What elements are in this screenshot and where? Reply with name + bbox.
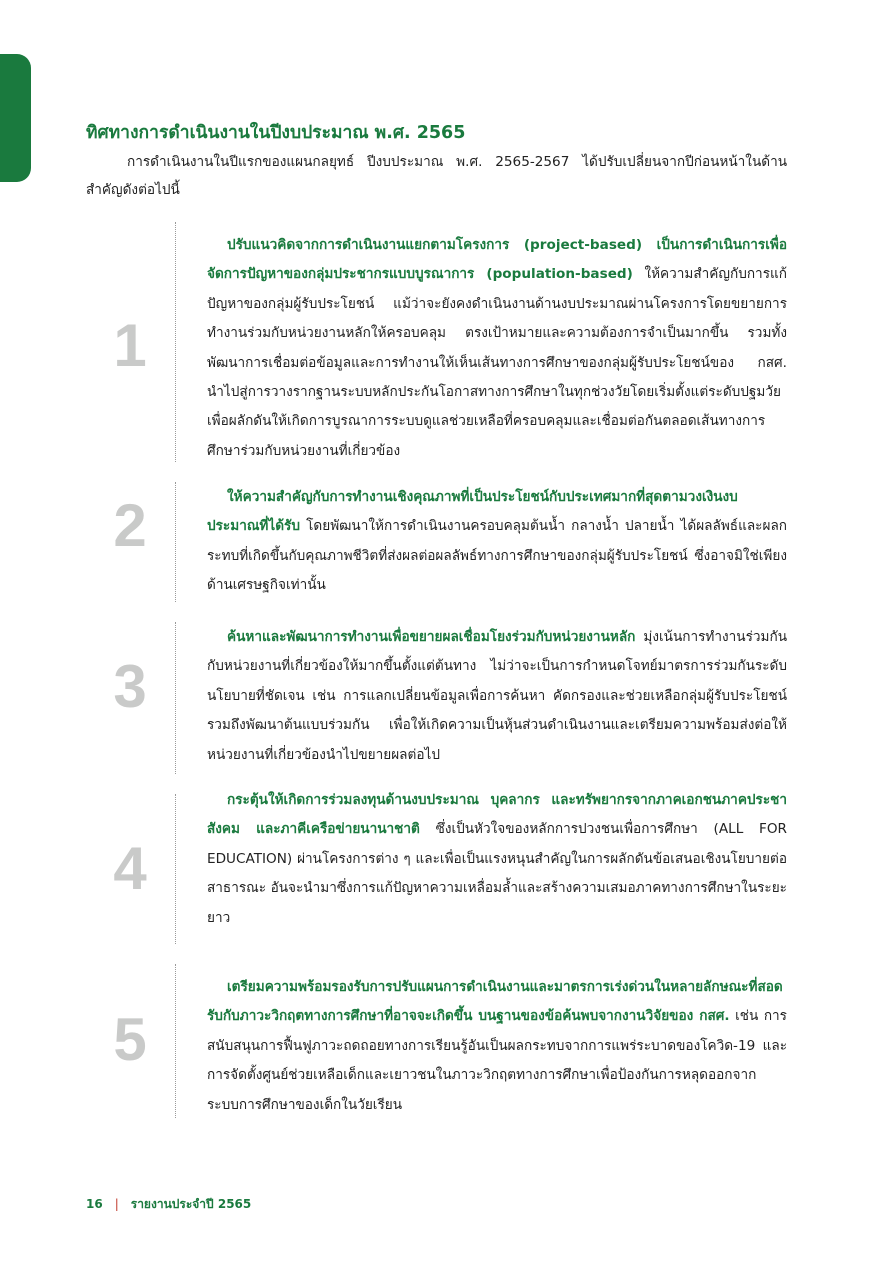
report-title: รายงานประจำปี 2565 xyxy=(130,1197,252,1211)
item-number: 4 xyxy=(113,835,147,902)
item-text xyxy=(207,623,787,770)
item-highlight: ค้นหาและพัฒนาการทำงานเพื่อขยายผลเชื่อมโยงร่วมกับหน่วยงานหลัก xyxy=(227,629,636,645)
item-body: ซึ่งเป็นหัวใจของหลักการปวงชนเพื่อการศึกษา (ALL FOR EDUCATION) ผ่านโครงการต่าง ๆ และเพื่อเป็นแรงหนุนสำคัญในการผลักดันข้อเสนอเชิงนโยบายต่อสาธารณะ อันจะนำมาซึ่งการแก้ปัญหาความเหลื่อมล้ำและสร้างความเสมอภาคทางการศึกษาในระยะยาว xyxy=(207,821,787,926)
list-item-1 xyxy=(110,222,790,462)
item-text xyxy=(207,483,787,601)
list-item-4 xyxy=(110,794,790,944)
item-body: มุ่งเน้นการทำงานร่วมกันกับหน่วยงานที่เกี่ยวข้องให้มากขึ้นตั้งแต่ต้นทาง ไม่ว่าจะเป็นการกำหนดโจทย์มาตรการร่วมกันระดับนโยบายที่ชัดเจน เช่น การแลกเปลี่ยนข้อมูลเพื่อการค้นหา คัดกรองและช่วยเหลือกลุ่มผู้รับประโยชน์ รวมถึงพัฒนาต้นแบบร่วมกัน เพื่อให้เกิดความเป็นหุ้นส่วนดำเนินงานและเตรียมความพร้อมส่งต่อให้หน่วยงานที่เกี่ยวข้องนำไปขยายผลต่อไป xyxy=(207,629,787,763)
dotted-divider xyxy=(175,964,176,1118)
item-number: 3 xyxy=(113,653,147,720)
section-intro: การดำเนินงานในปีแรกของแผนกลยุทธ์ ปีงบประมาณ พ.ศ. 2565-2567 ได้ปรับเปลี่ยนจากปีก่อนหน้าในด้านสำคัญดังต่อไปนี้ xyxy=(86,154,787,198)
dotted-divider xyxy=(175,794,176,944)
item-text xyxy=(207,973,787,1120)
item-text xyxy=(207,231,787,466)
list-item-2 xyxy=(110,482,790,602)
dotted-divider xyxy=(175,482,176,602)
item-highlight: ปรับแนวคิดจากการดำเนินงานแยกตามโครงการ (project-based) เป็นการดำเนินการเพื่อจัดการปัญหาของกลุ่มประชากรแบบบูรณาการ (population-based) xyxy=(207,237,787,283)
item-body: โดยพัฒนาให้การดำเนินงานครอบคลุมต้นน้ำ กลางน้ำ ปลายน้ำ ได้ผลลัพธ์และผลกระทบที่เกิดขึ้นกับคุณภาพชีวิตที่ส่งผลต่อผลลัพธ์ทางการศึกษาของกลุ่มผู้รับประโยชน์ ซึ่งอาจมิใช่เพียงด้านเศรษฐกิจเท่านั้น xyxy=(207,518,787,594)
item-number: 5 xyxy=(113,1006,147,1073)
dotted-divider xyxy=(175,622,176,774)
list-item-3 xyxy=(110,622,790,774)
item-highlight: เตรียมความพร้อมรองรับการปรับแผนการดำเนินงานและมาตรการเร่งด่วนในหลายลักษณะที่สอดรับกับภาวะวิกฤตทางการศึกษาที่อาจจะเกิดขึ้น บนฐานของข้อค้นพบจากงานวิจัยของ กสศ. xyxy=(207,979,783,1025)
item-highlight: กระตุ้นให้เกิดการร่วมลงทุนด้านงบประมาณ บุคลากร และทรัพยากรจากภาคเอกชนภาคประชาสังคม และภาคีเครือข่ายนานาชาติ xyxy=(207,792,787,838)
section-title: ทิศทางการดำเนินงานในปีงบประมาณ พ.ศ. 2565 xyxy=(86,123,466,143)
item-number: 1 xyxy=(113,312,147,379)
item-body: เช่น การสนับสนุนการฟื้นฟูภาวะถดถอยทางการเรียนรู้อันเป็นผลกระทบจากการแพร่ระบาดของโควิด-19 และการจัดตั้งศูนย์ช่วยเหลือเด็กและเยาวชนในภาวะวิกฤตทางการศึกษาเพื่อป้องกันการหลุดออกจากระบบการศึกษาของเด็กในวัยเรียน xyxy=(207,1008,787,1113)
footer-separator: | xyxy=(114,1197,119,1211)
dotted-divider xyxy=(175,222,176,462)
list-item-5 xyxy=(110,964,790,1118)
item-highlight: ให้ความสำคัญกับการทำงานเชิงคุณภาพที่เป็นประโยชน์กับประเทศมากที่สุดตามวงเงินงบประมาณที่ได้รับ xyxy=(207,489,738,535)
item-text xyxy=(207,786,787,933)
side-tab-marker xyxy=(0,54,31,182)
item-number: 2 xyxy=(113,492,147,559)
item-body: ให้ความสำคัญกับการแก้ปัญหาของกลุ่มผู้รับประโยชน์ แม้ว่าจะยังคงดำเนินงานด้านงบประมาณผ่านโครงการโดยขยายการทำงานร่วมกับหน่วยงานหลักให้ครอบคลุม ตรงเป้าหมายและความต้องการจำเป็นมากขึ้น รวมทั้งพัฒนาการเชื่อมต่อข้อมูลและการทำงานให้เห็นเส้นทางการศึกษาของกลุ่มผู้รับประโยชน์ของ กสศ. นำไปสู่การวางรากฐานระบบหลักประกันโอกาสทางการศึกษาในทุกช่วงวัยโดยเริ่มตั้งแต่ระดับปฐมวัย เพื่อผลักดันให้เกิดการบูรณาการระบบดูแลช่วยเหลือที่ครอบคลุมและเชื่อมต่อกันตลอดเส้นทางการศึกษาร่วมกับหน่วยงานที่เกี่ยวข้อง xyxy=(207,266,787,459)
page-footer xyxy=(86,1196,251,1212)
page-number: 16 xyxy=(86,1197,103,1211)
